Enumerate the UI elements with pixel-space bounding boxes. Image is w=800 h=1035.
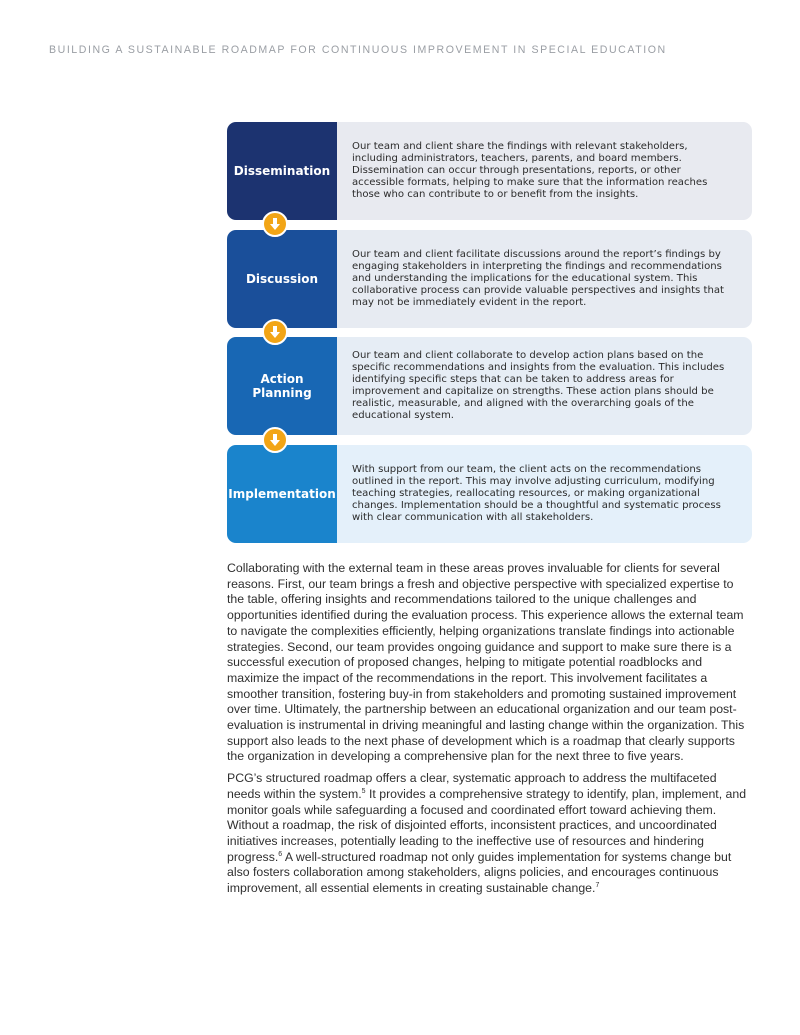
body-text [227, 561, 752, 903]
step-description: Our team and client collaborate to develop action plans based on the specific recommendations and insights from the evaluation. This includes identifying specific steps that can be taken to address areas for improvement and capitalize on strengths. These action plans should be realistic, measurable, and aligned with the overarching goals of the educational system. [337, 337, 752, 435]
step-label: Action Planning [227, 337, 337, 435]
step-dissemination [227, 122, 752, 220]
step-description: Our team and client facilitate discussions around the report’s findings by engaging stakeholders in interpreting the findings and recommendations and understanding the implications for the educational system. This collaborative process can provide valuable perspectives and insights that may not be immediately evident in the report. [337, 230, 752, 328]
step-label: Implementation [227, 445, 337, 543]
step-discussion [227, 230, 752, 328]
step-action-planning [227, 337, 752, 435]
arrow-down-icon [262, 427, 288, 453]
step-label: Discussion [227, 230, 337, 328]
running-header: BUILDING A SUSTAINABLE ROADMAP FOR CONTINUOUS IMPROVEMENT IN SPECIAL EDUCATION [49, 44, 667, 56]
paragraph-text: A well-structured roadmap not only guides implementation for systems change but also fosters collaboration among stakeholders, aligns policies, and encourages continuous improvement, all essential elements in creating sustainable change. [227, 849, 732, 896]
step-description: With support from our team, the client acts on the recommendations outlined in the report. This may involve adjusting curriculum, modifying teaching strategies, reallocating resources, or making organizational changes. Implementation should be a thoughtful and systematic process with clear communication with all stakeholders. [337, 445, 752, 543]
paragraph [227, 771, 752, 897]
footnote-ref: 7 [595, 882, 600, 890]
step-implementation [227, 445, 752, 543]
paragraph-text: It provides a comprehensive strategy to identify, plan, implement, and monitor goals while safeguarding a focused and coordinated effort toward achieving them. Without a roadmap, the risk of disjointed efforts, inconsistent practices, and uncoordinated initiatives increases, potentially leading to the ineffective use of resources and hindering progress. [227, 786, 747, 864]
footnote-ref: 5 [361, 787, 366, 795]
arrow-down-icon [262, 211, 288, 237]
paragraph: Collaborating with the external team in these areas proves invaluable for clients for several reasons. First, our team brings a fresh and objective perspective with specialized expertise to the table, offering insights and recommendations tailored to the unique challenges and opportunities identified during the evaluation process. This experience allows the external team to navigate the complexities efficiently, helping organizations translate findings into actionable strategies. Second, our team provides ongoing guidance and support to make sure there is a successful execution of proposed changes, helping to mitigate potential roadblocks and maximize the impact of the recommendations in the report. This involvement facilitates a smoother transition, fostering buy-in from stakeholders and promoting sustained improvement over time. Ultimately, the partnership between an educational organization and our team post-evaluation is instrumental in driving meaningful and lasting change within the organization. This support also leads to the next phase of development which is a roadmap that clearly supports the organization in developing a comprehensive plan for the next three to five years. [227, 561, 745, 764]
step-description: Our team and client share the findings with relevant stakeholders, including administrators, teachers, parents, and board members. Dissemination can occur through presentations, reports, or other accessible formats, helping to make sure that the information reaches those who can contribute to or benefit from the insights. [337, 122, 752, 220]
paragraph-text: PCG’s structured roadmap offers a clear, systematic approach to address the multifaceted needs within the system. [227, 771, 717, 801]
step-label: Dissemination [227, 122, 337, 220]
footnote-ref: 6 [278, 850, 283, 858]
arrow-down-icon [262, 319, 288, 345]
